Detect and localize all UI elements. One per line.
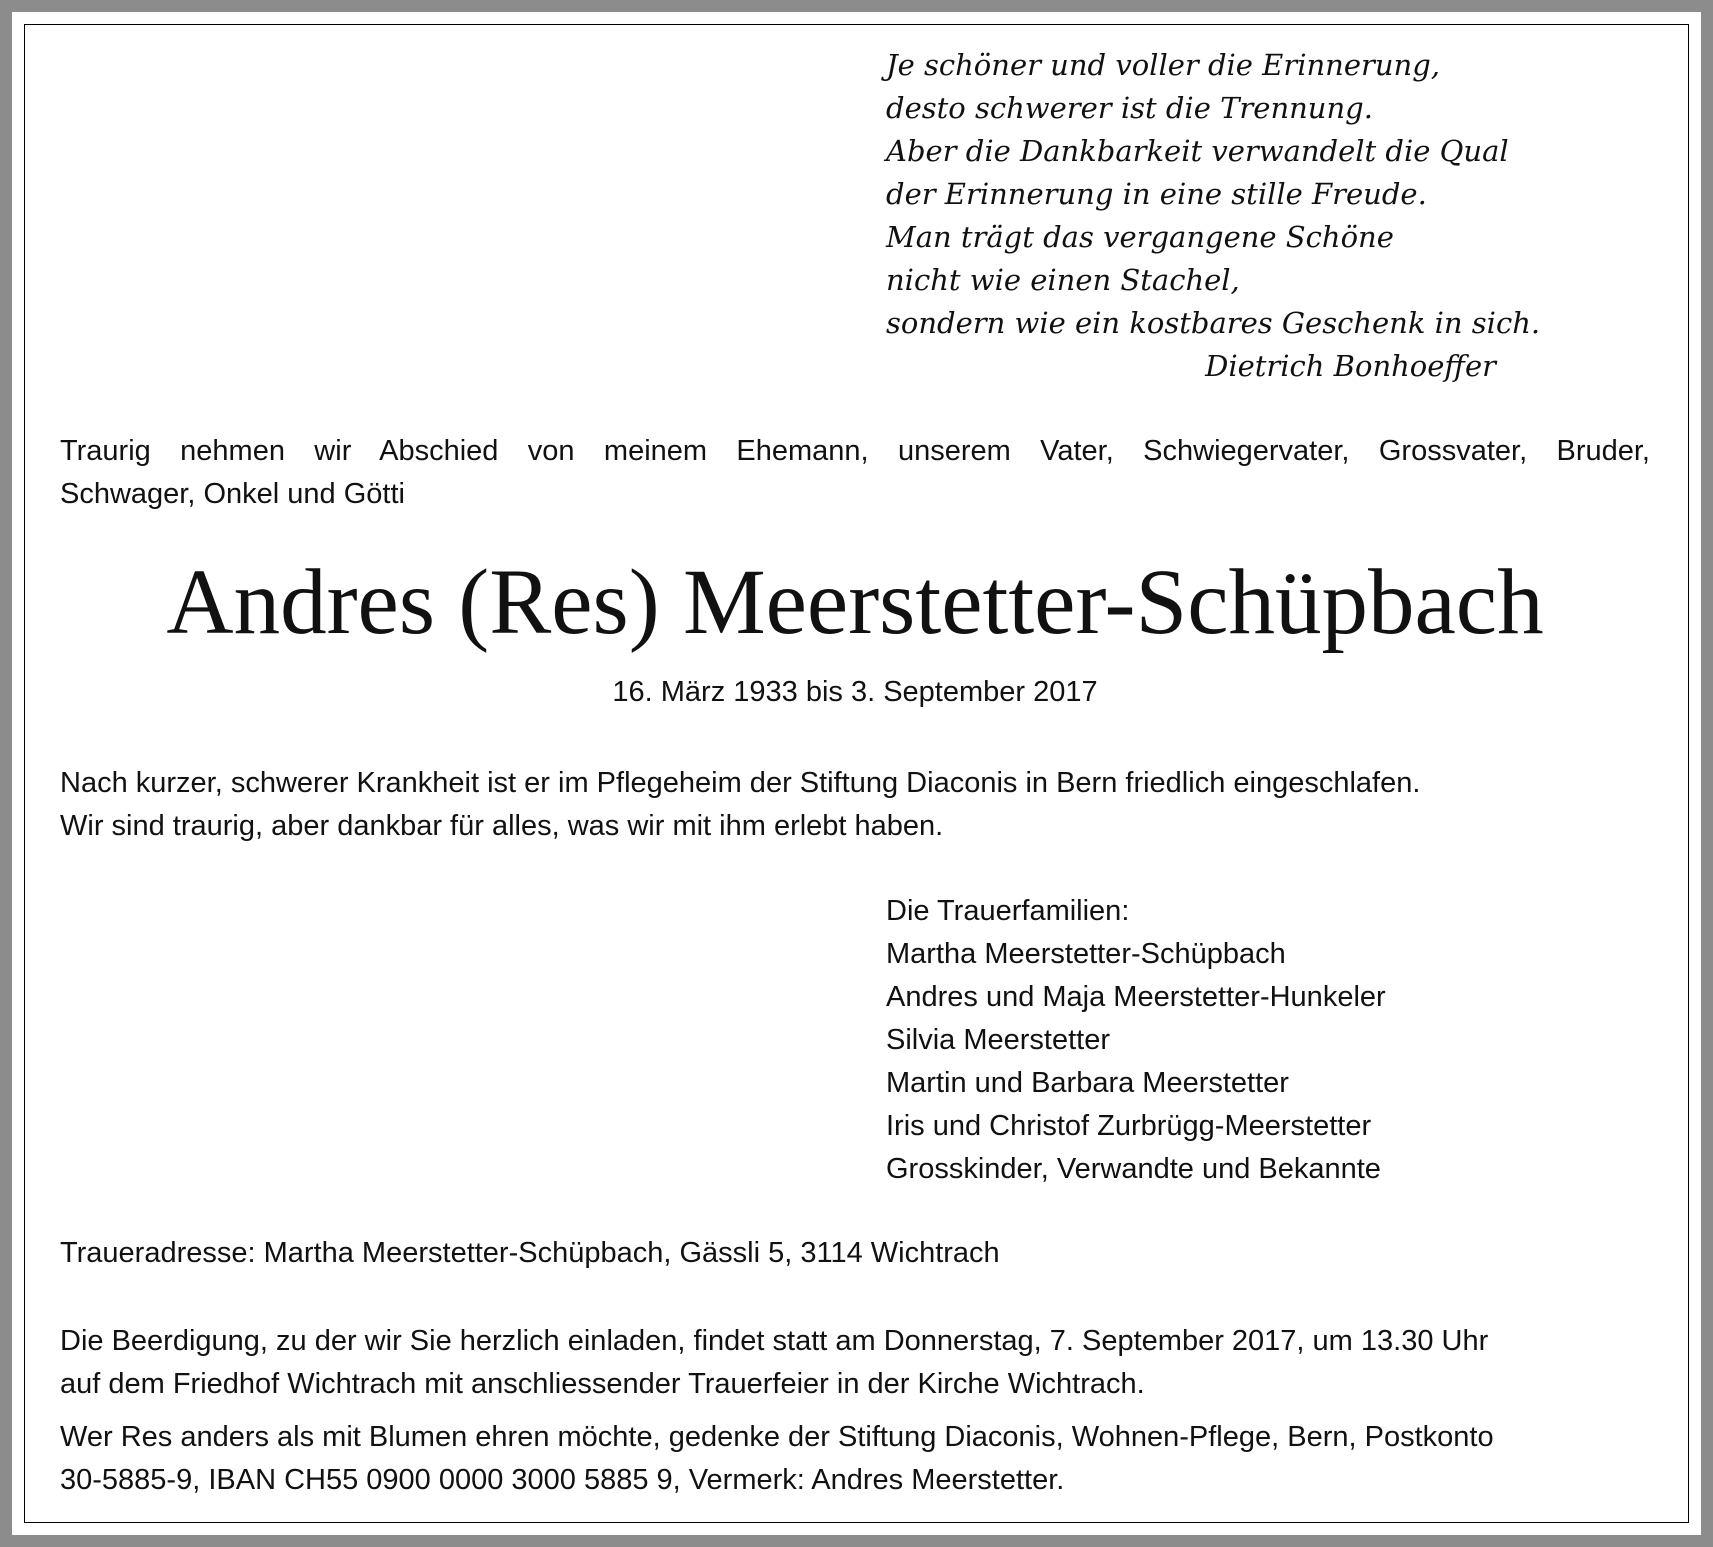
poem-line: nicht wie einen Stachel, (886, 263, 1240, 297)
message-line: Nach kurzer, schwerer Krankheit ist er im Pflegeheim der Stiftung Diaconis in Bern friedlich eingeschlafen. (60, 767, 1421, 799)
family-member: Martin und Barbara Meerstetter (886, 1067, 1289, 1099)
message-paragraph (60, 762, 1650, 848)
mourning-address: Traueradresse: Martha Meerstetter-Schüpbach, Gässli 5, 3114 Wichtrach (60, 1237, 1000, 1269)
poem-line: sondern wie ein kostbares Geschenk in sich. (886, 306, 1541, 340)
funeral-info (60, 1320, 1650, 1406)
donation-line: 30-5885-9, IBAN CH55 0900 0000 3000 5885 9, Vermerk: Andres Meerstetter. (60, 1464, 1065, 1496)
donation-line: Wer Res anders als mit Blumen ehren möchte, gedenke der Stiftung Diaconis, Wohnen-Pflege, Bern, Postkonto (60, 1421, 1494, 1453)
family-member: Silvia Meerstetter (886, 1024, 1111, 1056)
family-member: Andres und Maja Meerstetter-Hunkeler (886, 981, 1386, 1013)
poem (886, 44, 1541, 388)
poem-line: desto schwerer ist die Trennung. (886, 91, 1373, 125)
poem-line: der Erinnerung in eine stille Freude. (886, 177, 1427, 211)
donation-info (60, 1416, 1650, 1502)
poem-line: Je schöner und voller die Erinnerung, (886, 48, 1441, 82)
poem-line: Man trägt das vergangene Schöne (886, 220, 1394, 254)
deceased-name: Andres (Res) Meerstetter-Schüpbach (166, 551, 1544, 654)
families-heading: Die Trauerfamilien: (886, 895, 1130, 927)
message-line: Wir sind traurig, aber dankbar für alles, was wir mit ihm erlebt haben. (60, 810, 944, 842)
poem-author: Dietrich Bonhoeffer (1205, 349, 1496, 383)
funeral-line: Die Beerdigung, zu der wir Sie herzlich einladen, findet statt am Donnerstag, 7. September 2017, um 13.30 Uhr (60, 1325, 1489, 1357)
family-member: Grosskinder, Verwandte und Bekannte (886, 1153, 1381, 1185)
intro-line: Schwager, Onkel und Götti (60, 478, 405, 510)
intro-line: Traurig nehmen wir Abschied von meinem Ehemann, unserem Vater, Schwiegervater, Grossvater, Bruder, (60, 435, 1650, 467)
intro-paragraph (60, 430, 1650, 516)
poem-line: Aber die Dankbarkeit verwandelt die Qual (886, 134, 1509, 168)
funeral-line: auf dem Friedhof Wichtrach mit anschliessender Trauerfeier in der Kirche Wichtrach. (60, 1368, 1145, 1400)
family-member: Iris und Christof Zurbrügg-Meerstetter (886, 1110, 1372, 1142)
family-member: Martha Meerstetter-Schüpbach (886, 938, 1286, 970)
mourning-families (886, 890, 1666, 1191)
life-dates: 16. März 1933 bis 3. September 2017 (612, 676, 1098, 708)
